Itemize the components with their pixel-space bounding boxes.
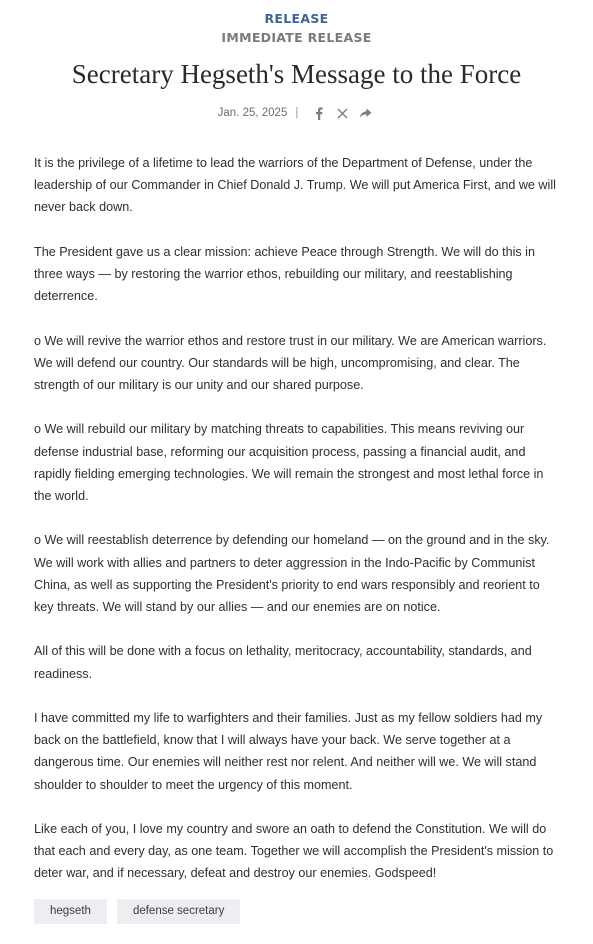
x-icon[interactable] [332,105,352,121]
body-paragraph: Like each of you, I love my country and swore an oath to defend the Constitution. We will do that each and every day, as one team. Together we will accomplish the President's mission to deter war, and if necessary, defeat and destroy our enemies. Godspeed! [34,821,554,881]
tag-list [34,899,250,924]
body-paragraph: o We will revive the warrior ethos and restore trust in our military. We are American warriors. We will defend our country. Our standards will be high, uncompromising, and clear. The strength of our military is our unity and our shared purpose. [34,333,547,392]
body-paragraph: I have committed my life to warfighters and their families. Just as my fellow soldiers had my back on the battlefield, know that I will always have your back. We serve together at a dangerous time. Our enemies will neither rest nor relent. And neither will we. We will stand shoulder to shoulder to meet the urgency of this moment. [34,710,543,792]
body-paragraph: o We will rebuild our military by matching threats to capabilities. This means reviving our defense industrial base, reforming our acquisition process, passing a financial audit, and rapidly fielding emerging technologies. We will remain the strongest and most lethal force in the world. [34,422,544,503]
article-meta [34,104,559,122]
category-kicker [34,11,559,27]
share-icon[interactable] [355,105,375,121]
subcategory-kicker: IMMEDIATE RELEASE [221,30,372,45]
meta-separator: | [295,107,299,119]
body-paragraph: o We will reestablish deterrence by defending our homeland — on the ground and in the sky. We will work with allies and partners to deter aggression in the Indo-Pacific by Communist China, as well as supporting the President's priority to end wars responsibly and reorient to key threats. We will stand by our allies — and our enemies are on notice. [34,533,550,614]
facebook-icon[interactable] [309,105,329,121]
page-title: Secretary Hegseth's Message to the Force [71,59,522,89]
tag-hegseth[interactable]: hegseth [34,899,107,924]
category-link[interactable]: RELEASE [264,11,329,26]
body-paragraph: It is the privilege of a lifetime to lead the warriors of the Department of Defense, under the leadership of our Commander in Chief Donald J. Trump. We will put America First, and we will never back down. [34,156,556,215]
article-body [34,152,559,885]
publish-date: Jan. 25, 2025 [217,107,288,119]
body-paragraph: All of this will be done with a focus on lethality, meritocracy, accountability, standards, and readiness. [34,644,532,681]
body-paragraph: The President gave us a clear mission: achieve Peace through Strength. We will do this in three ways — by restoring the warrior ethos, rebuilding our military, and reestablishing deterrence. [34,244,535,304]
tag-defense-secretary[interactable]: defense secretary [117,899,240,924]
